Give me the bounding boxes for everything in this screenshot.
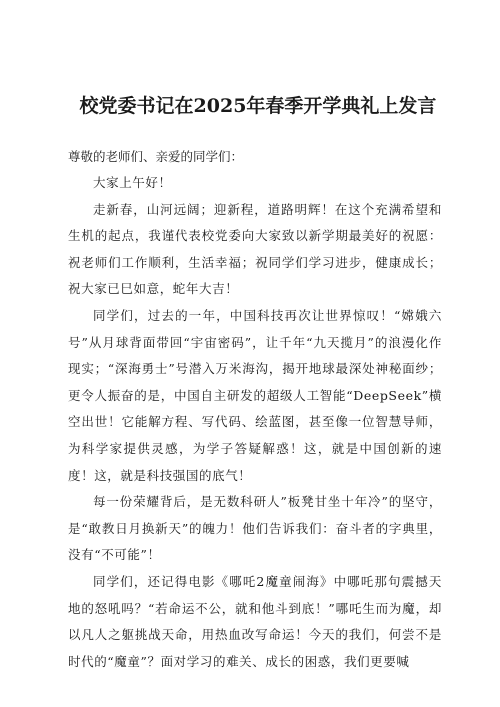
salutation: 尊敬的老师们、亲爱的同学们： bbox=[68, 149, 244, 164]
document-title: 校党委书记在2025年春季开学典礼上发言 bbox=[79, 95, 437, 117]
paragraph-new-year-wishes: 走新春，山河远阔；迎新程，道路明辉！在这个充满希望和生机的起点，我谨代表校党委向大家致以新学期最美好的祝愿：祝老师们工作顺利，生活幸福；祝同学们学习进步，健康成长；祝大家已巳如意，蛇年大吉！ bbox=[68, 201, 442, 297]
paragraph-tech-achievements: 同学们，过去的一年，中国科技再次让世界惊叹！“嫦娥六号”从月球背面带回“宇宙密码”，让千年“九天揽月”的浪漫化作现实；“深海勇士”号潜入万米海沟，揭开地球最深处神秘面纱；更令人振奋的是，中国自主研发的超级人工智能“DeepSeek”横空出世！它能解方程、写代码、绘蓝图，甚至像一位智慧导师，为科学家提供灵感，为学子答疑解惑！这，就是中国创新的速度！这，就是科技强国的底气！ bbox=[68, 307, 442, 483]
paragraph-nezha: 同学们，还记得电影《哪吒2魔童闹海》中哪吒那句震撼天地的怒吼吗？“若命运不公，就和他斗到底！”哪吒生而为魔，却以凡人之躯挑战天命，用热血改写命运！今天的我们，何尝不是时代的“魔童”？面对学习的难关、成长的困惑，我们更要喊 bbox=[68, 573, 442, 669]
paragraph-researchers: 每一份荣耀背后，是无数科研人”板凳甘坐十年冷”的坚守，是“敢教日月换新天”的魄力！他们告诉我们：奋斗者的字典里，没有“不可能”！ bbox=[68, 494, 442, 563]
paragraph-greeting: 大家上午好！ bbox=[93, 175, 172, 190]
